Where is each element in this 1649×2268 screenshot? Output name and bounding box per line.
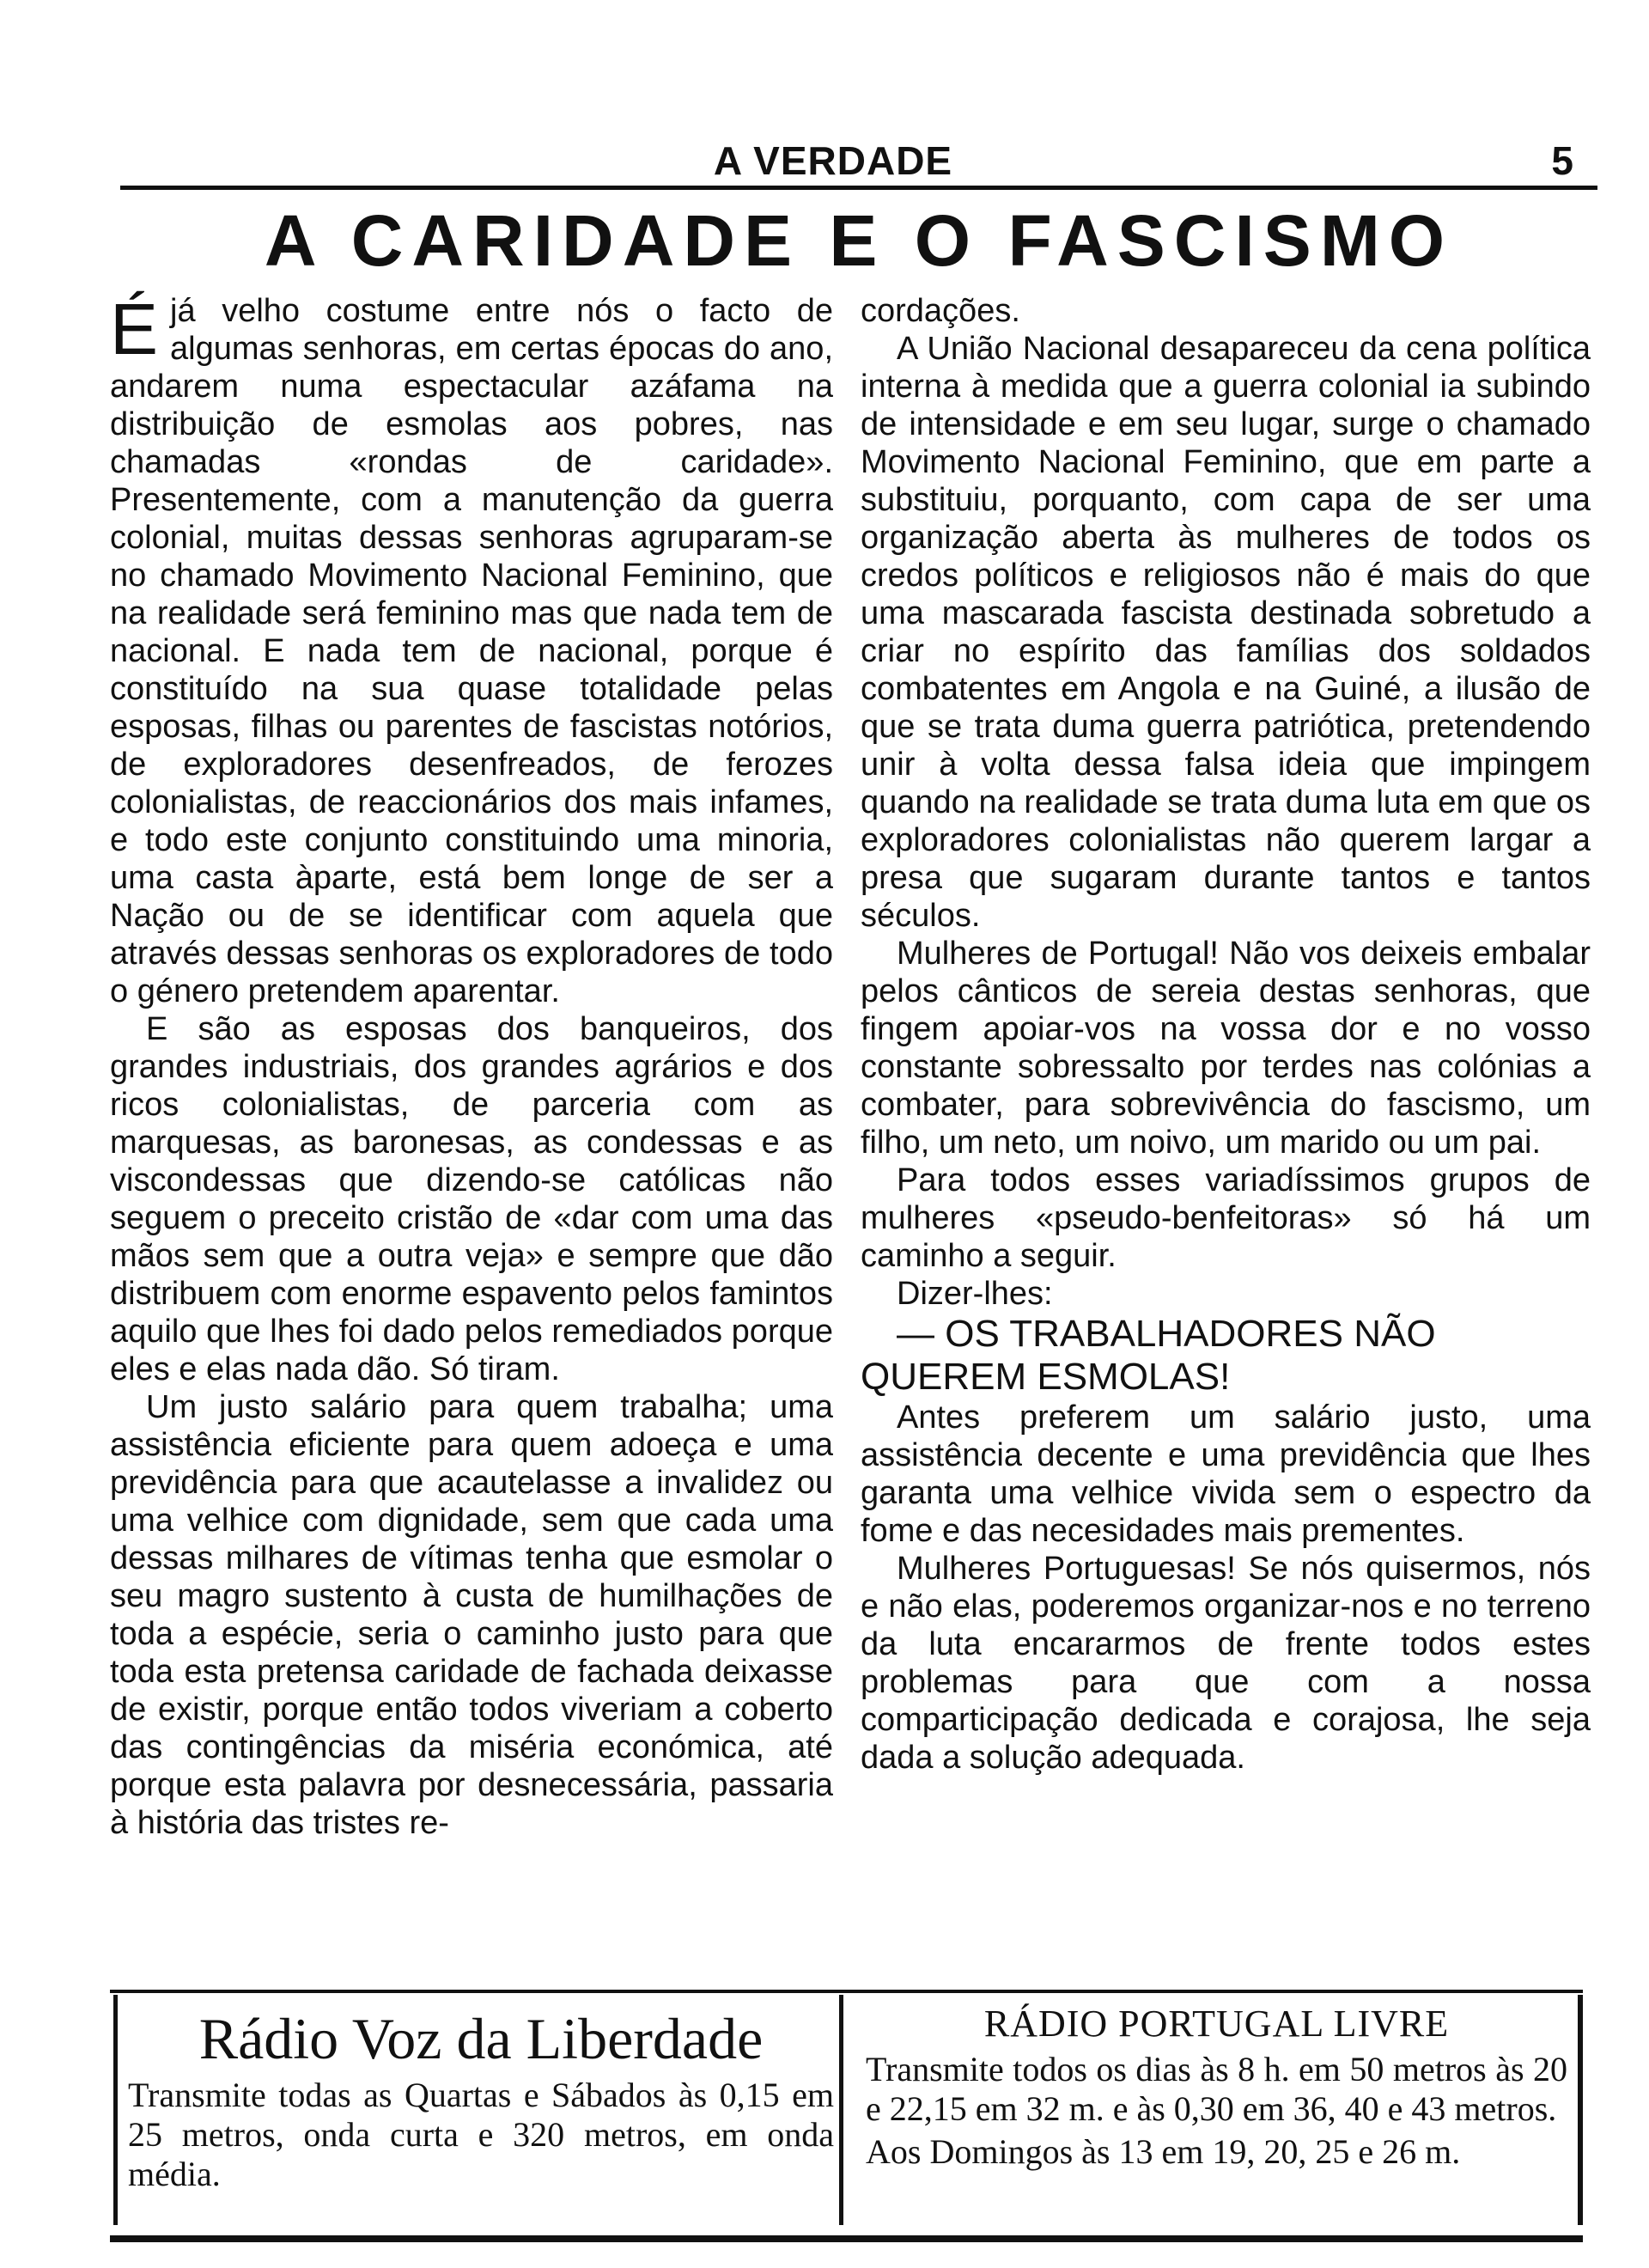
ad-radio-portugal-livre (857, 1995, 1583, 2225)
ad-left-title: Rádio Voz da Liberdade (198, 2006, 764, 2071)
drop-cap: É (110, 289, 159, 369)
right-column (861, 292, 1591, 1777)
article-title: A CARIDADE E O FASCISMO (264, 200, 1454, 281)
ad-right-text-2: Aos Domingos às 13 em 19, 20, 25 e 26 m. (866, 2132, 1461, 2171)
paragraph-1-text: já velho costume entre nós o facto de algumas senhoras, em certas épocas do ano, andarem numa espectacular azáfama na distribuição de esmolas aos pobres, nas chamadas «rondas de caridade». Presentemente, com a manutenção da guerra colonial, muitas dessas senhoras agruparam-se no chamado Movimento Nacional Feminino, que na realidade será feminino mas que nada tem de nacional. E nada tem de nacional, porque é constituído na sua quase totalidade pelas esposas, filhas ou parentes de fascistas notórios, de exploradores desenfreados, de ferozes colonialistas, de reaccionários dos mais infames, e todo este conjunto constituindo uma minoria, uma casta àparte, está bem longe de ser a Nação ou de se identificar com aquela que através dessas senhoras os exploradores de todo o género pretendem aparentar. (110, 293, 833, 1009)
ad-right-title: RÁDIO PORTUGAL LIVRE (983, 2003, 1450, 2045)
ad-right-text-1: Transmite todos os dias às 8 h. em 50 metros às 20 e 22,15 em 32 m. e às 0,30 em 36, 40 e 43 metros. (866, 2050, 1567, 2128)
paragraph-1 (110, 289, 833, 1010)
paragraph-2: E são as esposas dos banqueiros, dos grandes industriais, dos grandes agrários e dos ricos colonialistas, de parceria com as marquesas, as baronesas, as condessas e as viscondessas que dizendo-se católicas não seguem o preceito cristão de «dar com uma das mãos sem que a outra veja» e sempre que dão distribuem com enorme espavento pelos famintos aquilo que lhes foi dado pelos remediados porque eles e elas nada dão. Só tiram. (110, 1011, 833, 1387)
paragraph-4: cordações. (861, 293, 1020, 329)
paragraph-3: Um justo salário para quem trabalha; uma assistência eficiente para quem adoeça e uma previdência para que acautelasse a invalidez ou uma velhice com dignidade, sem que cada uma dessas milhares de vítimas tenha que esmolar o seu magro sustento à custa de humilhações de toda a espécie, seria o caminho justo para que toda esta pretensa caridade de fachada deixasse de existir, porque então todos viveriam a coberto das contingências da miséria económica, até porque esta palavra por desnecessária, passaria à história das tristes re- (110, 1389, 833, 1841)
paragraph-7: Para todos esses variadíssimos grupos de mulheres «pseudo-benfeitoras» só há um caminho a seguir. (861, 1162, 1591, 1274)
paragraph-6: Mulheres de Portugal! Não vos deixeis embalar pelos cânticos de sereia destas senhoras, que fingem apoiar-vos na vossa dor e no vosso constante sobressalto por terdes nas colónias a combater, para sobrevivência do fascismo, um filho, um neto, um noivo, um marido ou um pai. (861, 936, 1591, 1161)
publication-name: A VERDADE (713, 138, 953, 183)
slogan: — OS TRABALHADORES NÃO QUEREM ESMOLAS! (861, 1313, 1436, 1398)
ad-radio-voz-da-liberdade (113, 1995, 843, 2225)
paragraph-8: Dizer-lhes: (897, 1276, 1053, 1312)
header-rule (120, 186, 1597, 190)
paragraph-10: Mulheres Portuguesas! Se nós quisermos, nós e não elas, poderemos organizar-nos e no terreno da luta encararmos de frente todos estes problemas para que com a nossa comparticipação dedicada e corajosa, lhe seja dada a solução adequada. (861, 1551, 1591, 1776)
left-column (110, 289, 833, 1842)
ad-left-text: Transmite todas as Quartas e Sábados às 0,15 em 25 metros, onda curta e 320 metros, em onda média. (128, 2076, 834, 2193)
page-number: 5 (1551, 138, 1573, 183)
paragraph-9: Antes preferem um salário justo, uma assistência decente e uma previdência que lhes garanta uma velhice vivida sem o espectro da fome e das necesidades mais prementes. (861, 1399, 1591, 1549)
paragraph-5: A União Nacional desapareceu da cena política interna à medida que a guerra colonial ia subindo de intensidade e em seu lugar, surge o chamado Movimento Nacional Feminino, que em parte a substituiu, porquanto, com capa de ser uma organização aberta às mulheres de todos os credos políticos e religiosos não é mais do que uma mascarada fascista destinada sobretudo a criar no espírito das famílias dos soldados combatentes em Angola e na Guiné, a ilusão de que se trata duma guerra patriótica, pretendendo unir à volta dessa falsa ideia que impingem quando na realidade se trata duma luta em que os exploradores colonialistas não querem largar a presa que sugaram durante tantos e tantos séculos. (861, 331, 1591, 934)
